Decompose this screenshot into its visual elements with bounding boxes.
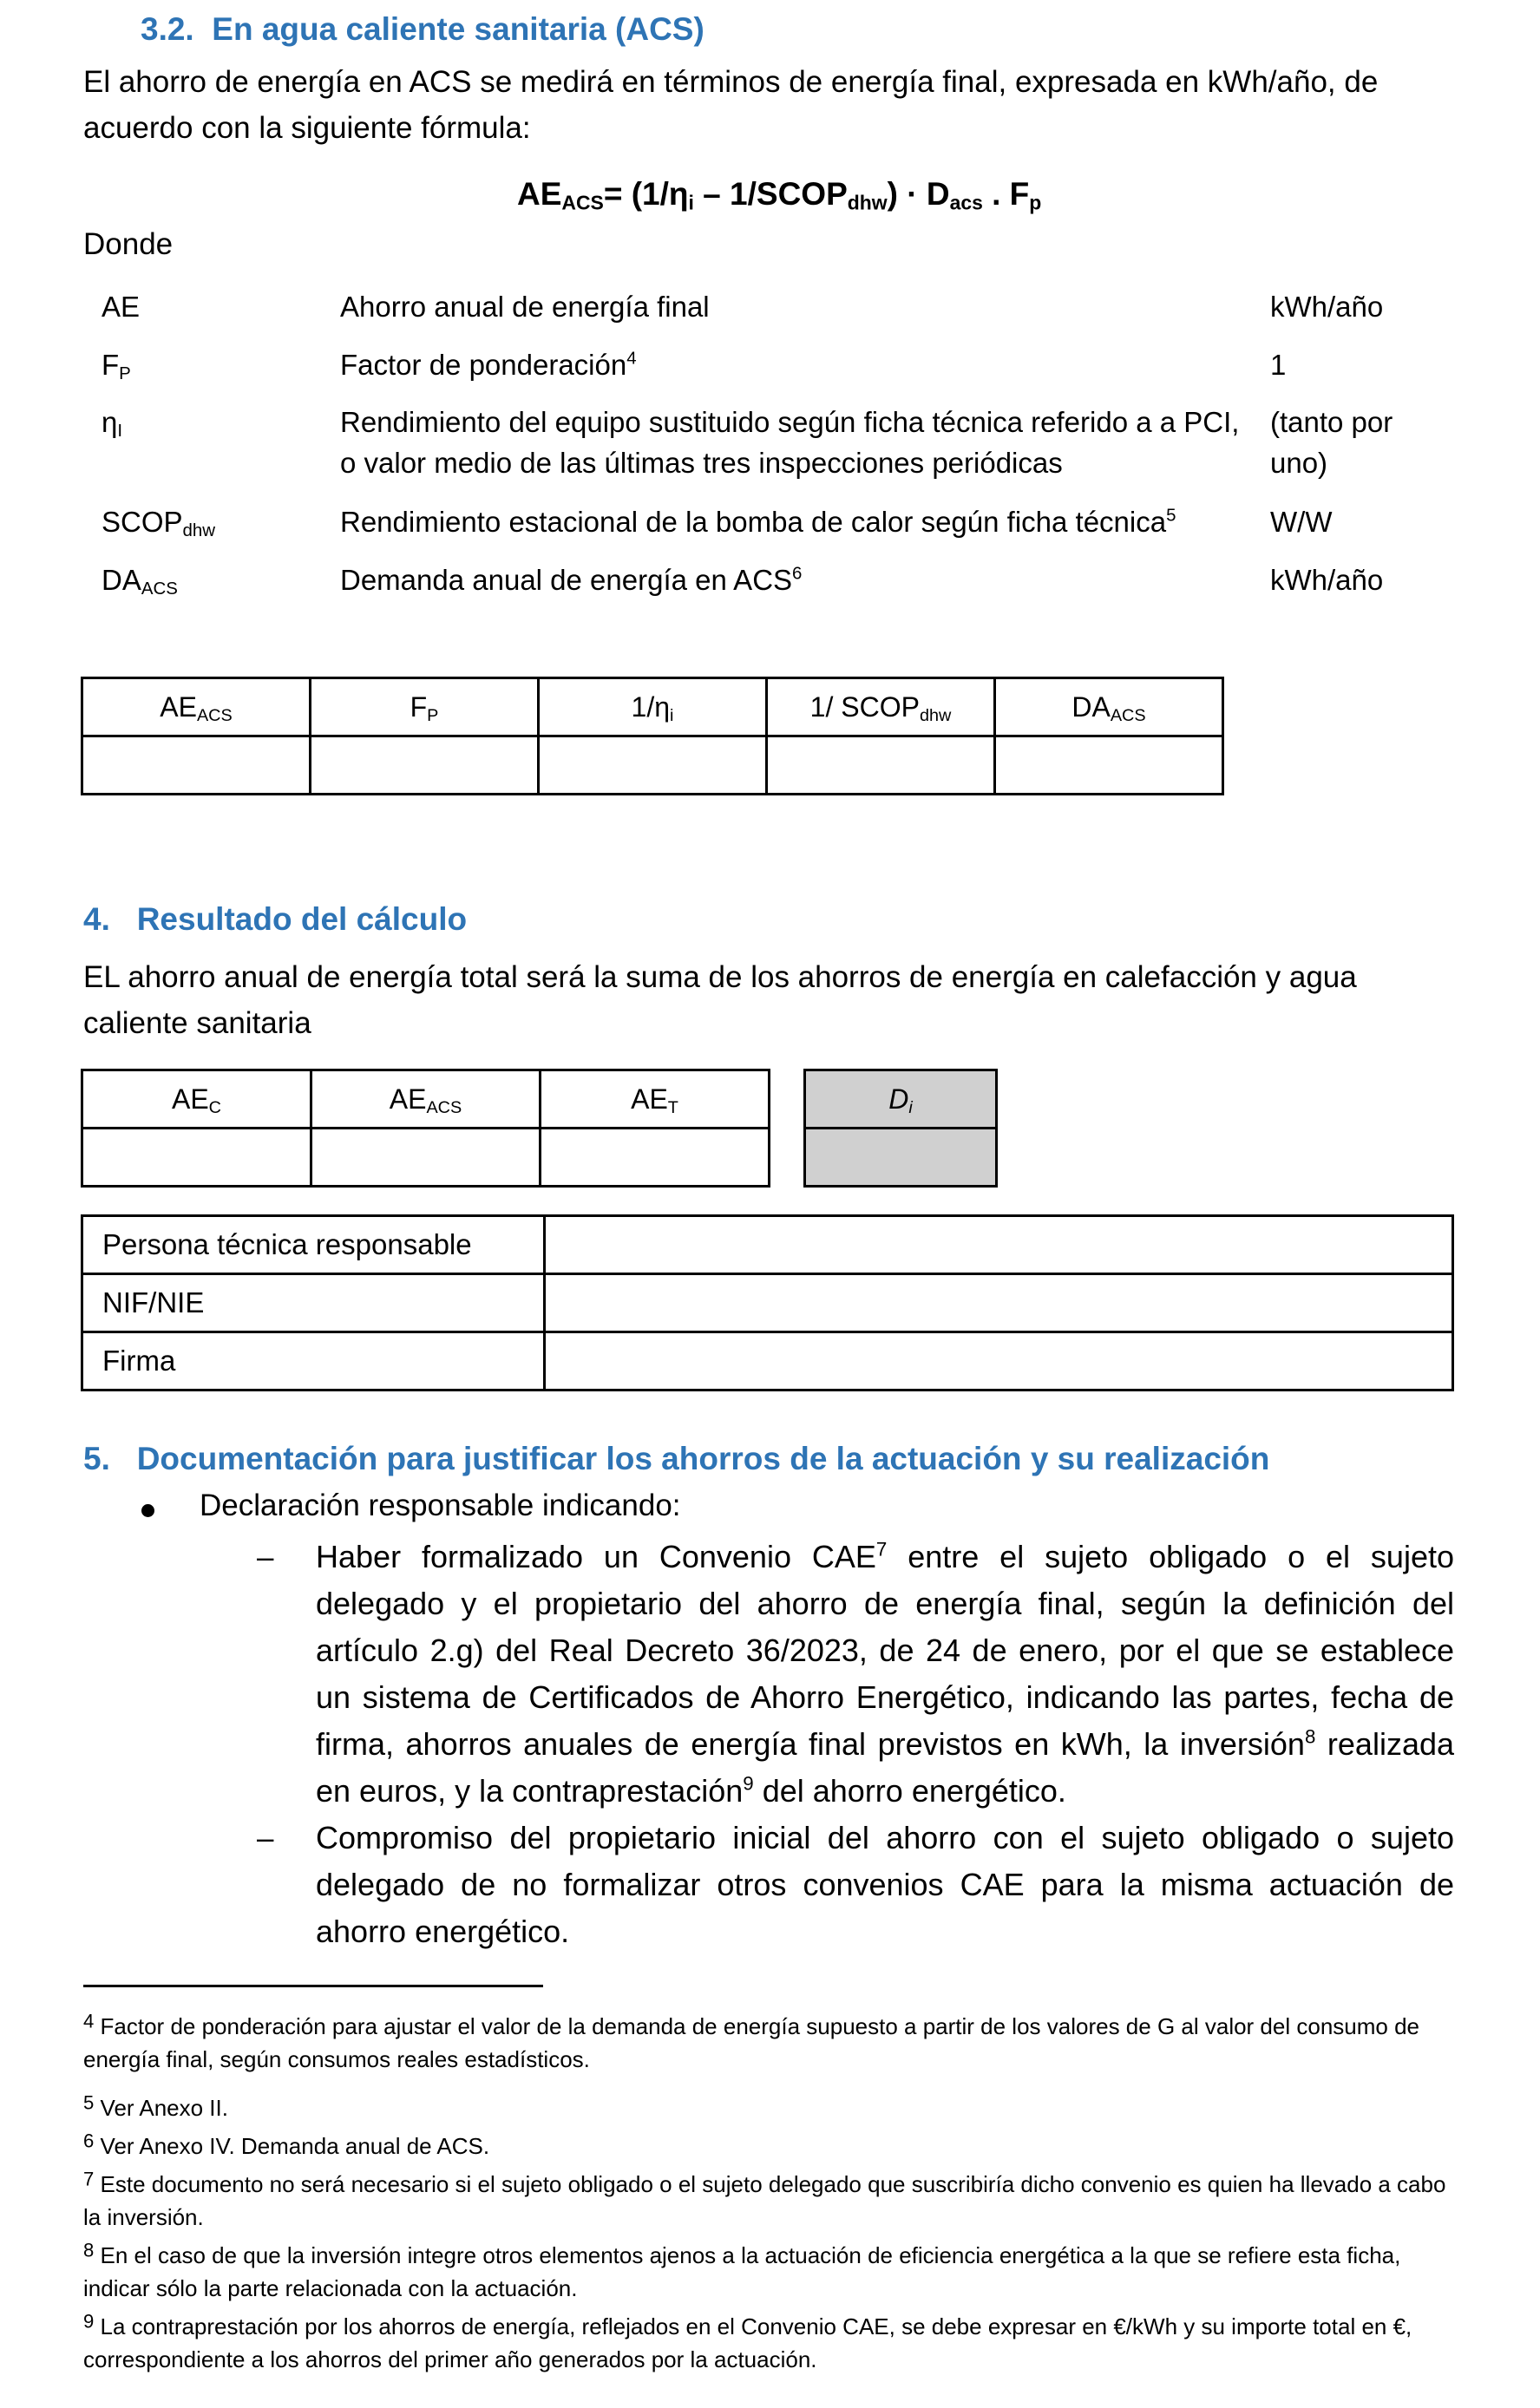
- header-di: $D_i$: [805, 1070, 997, 1129]
- signature-table: [81, 1214, 1454, 1391]
- dash-icon: –: [257, 1822, 274, 1855]
- input-fp[interactable]: [311, 736, 539, 795]
- signature-label: Firma: [82, 1332, 545, 1390]
- donde-label: Donde: [83, 227, 174, 261]
- acs-formula: $AE_{ACS}= (1/\eta_i$ – $1/SCOP_{dhw}) \cdot D_{acs}$ . $F_p$: [517, 176, 1042, 214]
- di-table: [803, 1069, 998, 1188]
- bullet-icon: [141, 1504, 154, 1517]
- section-4-text: EL ahorro anual de energía total será la suma de los ahorros de energía en calefacción y agua caliente sanitaria: [83, 960, 1357, 1040]
- header-scop: 1/ $SCOP_{dhw}$: [767, 678, 995, 736]
- input-da-acs[interactable]: [995, 736, 1223, 795]
- section-title: Documentación para justificar los ahorros de la actuación y su realización: [136, 1441, 1270, 1476]
- input-ae-acs[interactable]: [311, 1129, 541, 1187]
- section-number: 4.: [83, 901, 110, 937]
- input-scop[interactable]: [767, 736, 995, 795]
- header-eta: $1/\eta_i$: [539, 678, 767, 736]
- footnote: $^8$ En el caso de que la inversión integre otros elementos ajenos a la actuación de eficiencia energética a la que se refiere esta ficha, indicar sólo la parte relacionada con la actuación.: [83, 2239, 1401, 2301]
- list-item-compromiso: Compromiso del propietario inicial del ahorro con el sujeto obligado o sujeto delegado de no formalizar otros convenios CAE para la misma actuación de ahorro energético.: [316, 1820, 1454, 1949]
- section-5-heading: [83, 1435, 1269, 1483]
- input-ae-c[interactable]: [82, 1129, 311, 1187]
- signature-field[interactable]: [545, 1332, 1453, 1390]
- footnote: $^9$ La contraprestación por los ahorros de energía, reflejados en el Convenio CAE, se debe expresar en €/kWh y su importe total en €, correspondiente a los ahorros del primer año generados por la actuación.: [83, 2310, 1412, 2372]
- acs-calc-table: [81, 677, 1224, 795]
- input-ae-t[interactable]: [541, 1129, 770, 1187]
- section-title: En agua caliente sanitaria (ACS): [212, 11, 704, 47]
- dash-icon: –: [257, 1541, 274, 1574]
- result-table: [81, 1069, 770, 1188]
- header-da-acs: $DA_{ACS}$: [995, 678, 1223, 736]
- input-eta[interactable]: [539, 736, 767, 795]
- bullet-text: Declaración responsable indicando:: [200, 1489, 681, 1522]
- section-3-2-heading: [141, 5, 704, 54]
- footnote: $^4$ Factor de ponderación para ajustar el valor de la demanda de energía supuesto a partir de los valores de G al valor del consumo de energía final, según consumos reales estadísticos.: [83, 2010, 1419, 2072]
- signature-label: NIF/NIE: [82, 1274, 545, 1332]
- header-ae-acs: $AE_{ACS}$: [82, 678, 311, 736]
- input-di[interactable]: [805, 1129, 997, 1187]
- responsible-technician-field[interactable]: [545, 1216, 1453, 1274]
- section-title: Resultado del cálculo: [136, 901, 468, 937]
- footnote: $^5$ Ver Anexo II.: [83, 2091, 228, 2121]
- section-4-heading: [83, 895, 467, 944]
- section-number: 3.2.: [141, 11, 194, 47]
- input-ae-acs[interactable]: [82, 736, 311, 795]
- footnote-divider: [83, 1985, 543, 1987]
- nif-nie-field[interactable]: [545, 1274, 1453, 1332]
- section-number: 5.: [83, 1441, 110, 1476]
- footnote: $^6$ Ver Anexo IV. Demanda anual de ACS.: [83, 2130, 490, 2159]
- signature-label: Persona técnica responsable: [82, 1216, 545, 1274]
- footnote: $^7$ Este documento no será necesario si el sujeto obligado o el sujeto delegado que suscribiría dicho convenio es quien ha llevado a cabo la inversión.: [83, 2168, 1446, 2230]
- header-ae-acs: $AE_{ACS}$: [311, 1070, 541, 1129]
- section-3-2-intro: El ahorro de energía en ACS se medirá en términos de energía final, expresada en kWh/año, de acuerdo con la siguiente fórmula:: [83, 65, 1379, 145]
- definitions-table: AE Ahorro anual de energía final kWh/año $F_P$ Factor de ponderación$^4$ 1 $\eta_I$ Rendimiento del equipo sustituido según ficha técnica referido a a PCI, o valor medio de las últimas tres inspecciones periódicas (tanto por uno) $SCOP_{dhw}$ Rendimiento estacional de la bomba de calor según ficha técnica$^5$ W/W $DA_{ACS}$ Demanda anual de energía en ACS$^6$ kWh/año: [102, 291, 1393, 599]
- header-ae-c: $AE_C$: [82, 1070, 311, 1129]
- header-fp: $F_P$: [311, 678, 539, 736]
- header-ae-t: $AE_T$: [541, 1070, 770, 1129]
- list-item-convenio: Haber formalizado un Convenio CAE$^7$ entre el sujeto obligado o el sujeto delegado y el propietario del ahorro de energía final, según la definición del artículo 2.g) del Real Decreto 36/2023, de 24 de enero, por el que se establece un sistema de Certificados de Ahorro Energético, indicando las partes, fecha de firma, ahorros anuales de energía final previstos en kWh, la inversión$^8$ realizada en euros, y la contraprestación$^9$ del ahorro energético.: [316, 1538, 1455, 1809]
